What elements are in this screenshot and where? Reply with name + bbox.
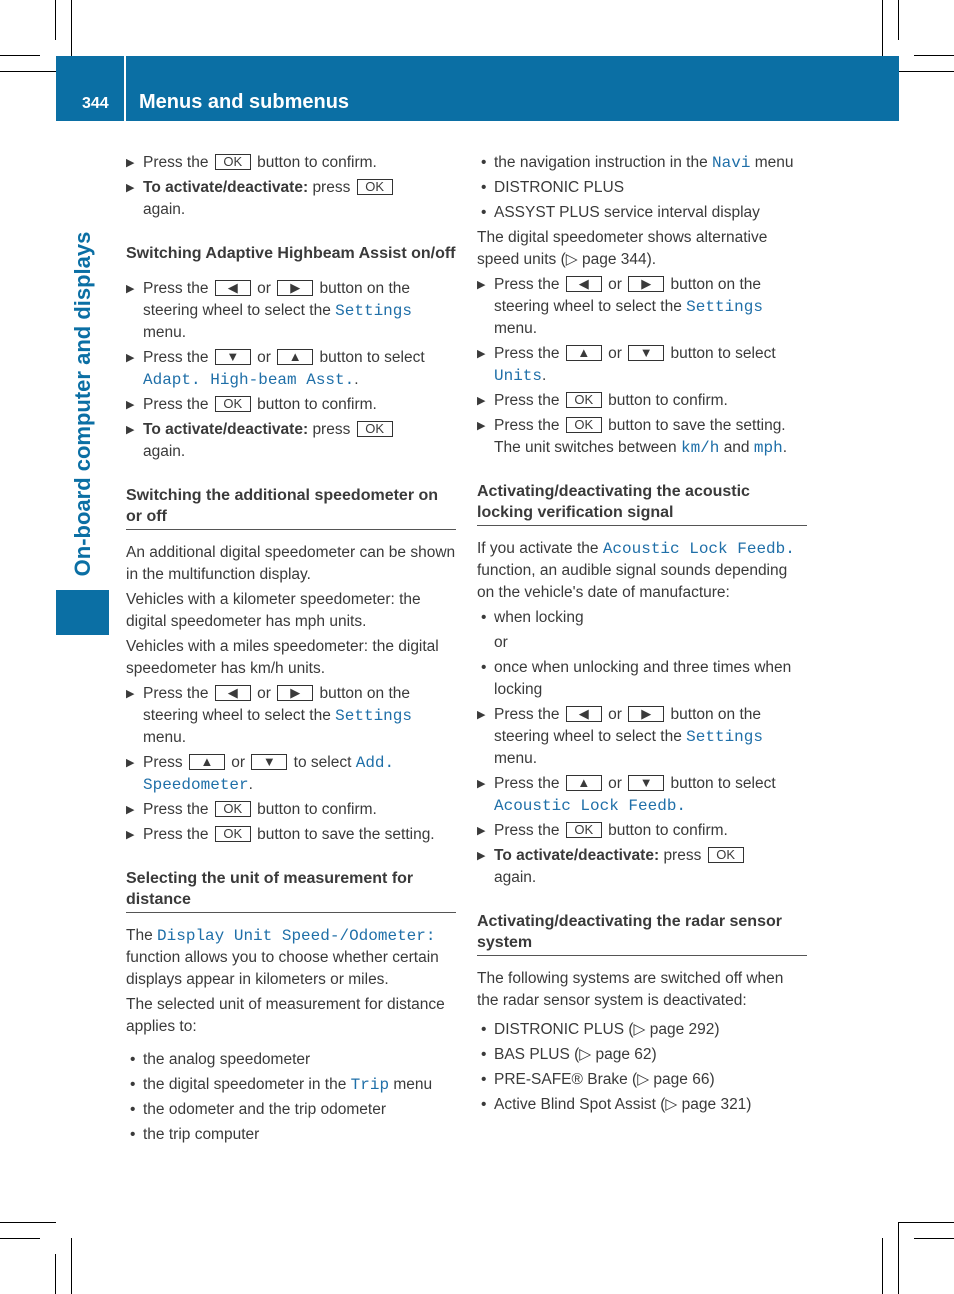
paragraph: The Display Unit Speed-/Odometer: function allows you to choose whether certain displays appear in kilometers or miles. bbox=[126, 927, 439, 988]
step: ▶ Press ▲ or ▼ to select Add. Speedometer. bbox=[126, 754, 395, 794]
step: ▶ Press the ◀ or ▶ button on the steering wheel to select the Settings menu. bbox=[477, 706, 763, 767]
list-item: • ASSYST PLUS service interval display bbox=[481, 204, 760, 221]
ok-key: OK bbox=[215, 396, 251, 412]
or-text: or bbox=[494, 634, 508, 651]
step: ▶ Press the ◀ or ▶ button on the steering wheel to select the Settings menu. bbox=[126, 280, 412, 341]
side-tab-marker bbox=[56, 590, 109, 635]
step: ▶ Press the OK button to save the setting. bbox=[126, 824, 456, 846]
list-item: • when locking bbox=[481, 609, 584, 626]
left-column bbox=[126, 152, 456, 1149]
crop-mark bbox=[914, 1238, 954, 1239]
left-key: ◀ bbox=[215, 280, 251, 296]
step: ▶ Press the ▼ or ▲ button to select Adapt. High-beam Asst.. bbox=[126, 349, 425, 389]
ok-key: OK bbox=[215, 826, 251, 842]
section-heading: Activating/deactivating the acoustic locking verification signal bbox=[477, 481, 807, 526]
step: ▶ To activate/deactivate: press OK again. bbox=[126, 419, 456, 463]
right-key: ▶ bbox=[628, 276, 664, 292]
crop-mark bbox=[898, 0, 899, 40]
up-key: ▲ bbox=[566, 345, 602, 361]
right-key: ▶ bbox=[277, 280, 313, 296]
step: ▶ Press the ◀ or ▶ button on the steering wheel to select the Settings menu. bbox=[126, 685, 412, 746]
step: ▶ Press the OK button to confirm. bbox=[126, 799, 456, 821]
up-key: ▲ bbox=[566, 775, 602, 791]
step-arrow-icon: ▶ bbox=[477, 395, 486, 407]
ok-key: OK bbox=[566, 822, 602, 838]
up-key: ▲ bbox=[189, 754, 225, 770]
left-key: ◀ bbox=[566, 276, 602, 292]
ok-key: OK bbox=[566, 417, 602, 433]
step: ▶ Press the OK button to confirm. bbox=[126, 394, 456, 416]
crop-mark bbox=[0, 1238, 40, 1239]
step: ▶ Press the OK button to confirm. bbox=[477, 820, 807, 842]
step: ▶ To activate/deactivate: press OK again. bbox=[477, 845, 807, 889]
down-key: ▼ bbox=[251, 754, 287, 770]
crop-mark bbox=[0, 1222, 56, 1223]
ok-key: OK bbox=[357, 179, 393, 195]
list-item: • Active Blind Spot Assist (▷ page 321) bbox=[481, 1096, 752, 1113]
up-key: ▲ bbox=[277, 349, 313, 365]
crop-mark bbox=[898, 71, 954, 72]
step: ▶ Press the OK button to confirm. bbox=[126, 152, 456, 174]
list-item: • the trip computer bbox=[130, 1126, 260, 1143]
step: ▶ Press the ◀ or ▶ button on the steering wheel to select the Settings menu. bbox=[477, 276, 763, 337]
list-item: • the digital speedometer in the Trip menu bbox=[130, 1076, 433, 1094]
paragraph: The following systems are switched off when the radar sensor system is deactivated: bbox=[477, 970, 784, 1009]
crop-mark bbox=[914, 55, 954, 56]
header-divider bbox=[124, 56, 126, 121]
step: ▶ Press the ▲ or ▼ button to select Acoustic Lock Feedb. bbox=[477, 775, 776, 815]
step-arrow-icon: ▶ bbox=[126, 352, 135, 364]
step-arrow-icon: ▶ bbox=[126, 157, 135, 169]
side-chapter-title: On-board computer and displays bbox=[70, 231, 95, 577]
page-header bbox=[56, 56, 899, 121]
page-number: 344 bbox=[82, 95, 109, 112]
step-arrow-icon: ▶ bbox=[477, 709, 486, 721]
step-arrow-icon: ▶ bbox=[477, 825, 486, 837]
step: ▶ Press the ▲ or ▼ button to select Units. bbox=[477, 345, 776, 385]
paragraph: An additional digital speedometer can be shown in the multifunction display. bbox=[126, 544, 456, 583]
step-arrow-icon: ▶ bbox=[126, 424, 135, 436]
crop-mark bbox=[55, 1254, 56, 1294]
step-arrow-icon: ▶ bbox=[126, 399, 135, 411]
step: ▶ Press the OK button to save the setting. The unit switches between km/h and mph. bbox=[477, 417, 787, 457]
crop-mark bbox=[71, 1238, 72, 1294]
list-item: • once when unlocking and three times when locking bbox=[481, 659, 792, 698]
paragraph: The selected unit of measurement for distance applies to: bbox=[126, 996, 445, 1035]
ok-key: OK bbox=[566, 392, 602, 408]
crop-mark bbox=[0, 71, 56, 72]
list-item: • the odometer and the trip odometer bbox=[130, 1101, 386, 1118]
list-item: • DISTRONIC PLUS bbox=[481, 179, 625, 196]
crop-mark bbox=[898, 1222, 899, 1294]
step-arrow-icon: ▶ bbox=[126, 804, 135, 816]
section-heading: Activating/deactivating the radar sensor system bbox=[477, 911, 807, 956]
left-key: ◀ bbox=[215, 685, 251, 701]
down-key: ▼ bbox=[628, 775, 664, 791]
list-item: • PRE-SAFE® Brake (▷ page 66) bbox=[481, 1071, 715, 1088]
step-arrow-icon: ▶ bbox=[477, 279, 486, 291]
left-key: ◀ bbox=[566, 706, 602, 722]
list-item: • the analog speedometer bbox=[130, 1051, 311, 1068]
paragraph: Vehicles with a miles speedometer: the digital speedometer has km/h units. bbox=[126, 638, 439, 677]
section-heading: Switching the additional speedometer on or off bbox=[126, 485, 456, 530]
step-arrow-icon: ▶ bbox=[126, 182, 135, 194]
list-item: • DISTRONIC PLUS (▷ page 292) bbox=[481, 1021, 720, 1038]
step-arrow-icon: ▶ bbox=[126, 829, 135, 841]
step-arrow-icon: ▶ bbox=[477, 850, 486, 862]
section-heading: Switching Adaptive Highbeam Assist on/off bbox=[126, 245, 456, 262]
crop-mark bbox=[71, 0, 72, 56]
right-column bbox=[477, 152, 807, 1119]
paragraph: The digital speedometer shows alternative speed units (▷ page 344). bbox=[477, 229, 768, 268]
step-arrow-icon: ▶ bbox=[126, 283, 135, 295]
crop-mark bbox=[898, 1222, 954, 1223]
header-title: Menus and submenus bbox=[139, 91, 350, 113]
right-key: ▶ bbox=[277, 685, 313, 701]
ok-key: OK bbox=[215, 801, 251, 817]
paragraph: Vehicles with a kilometer speedometer: the digital speedometer has mph units. bbox=[126, 591, 421, 630]
crop-mark bbox=[55, 0, 56, 40]
step-arrow-icon: ▶ bbox=[477, 778, 486, 790]
crop-mark bbox=[882, 0, 883, 56]
list-item: • the navigation instruction in the Navi menu bbox=[481, 154, 794, 172]
down-key: ▼ bbox=[215, 349, 251, 365]
ok-key: OK bbox=[357, 421, 393, 437]
crop-mark bbox=[0, 55, 40, 56]
step-arrow-icon: ▶ bbox=[126, 757, 135, 769]
right-key: ▶ bbox=[628, 706, 664, 722]
ok-key: OK bbox=[215, 154, 251, 170]
down-key: ▼ bbox=[628, 345, 664, 361]
step: ▶ To activate/deactivate: press OK again. bbox=[126, 177, 456, 221]
paragraph: If you activate the Acoustic Lock Feedb. function, an audible signal sounds depending on the vehicle's date of manufacture: bbox=[477, 540, 795, 601]
crop-mark bbox=[882, 1238, 883, 1294]
step-arrow-icon: ▶ bbox=[477, 420, 486, 432]
ok-key: OK bbox=[708, 847, 744, 863]
step: ▶ Press the OK button to confirm. bbox=[477, 390, 807, 412]
step-arrow-icon: ▶ bbox=[477, 348, 486, 360]
list-item: • BAS PLUS (▷ page 62) bbox=[481, 1046, 657, 1063]
section-heading: Selecting the unit of measurement for distance bbox=[126, 868, 456, 913]
step-arrow-icon: ▶ bbox=[126, 688, 135, 700]
